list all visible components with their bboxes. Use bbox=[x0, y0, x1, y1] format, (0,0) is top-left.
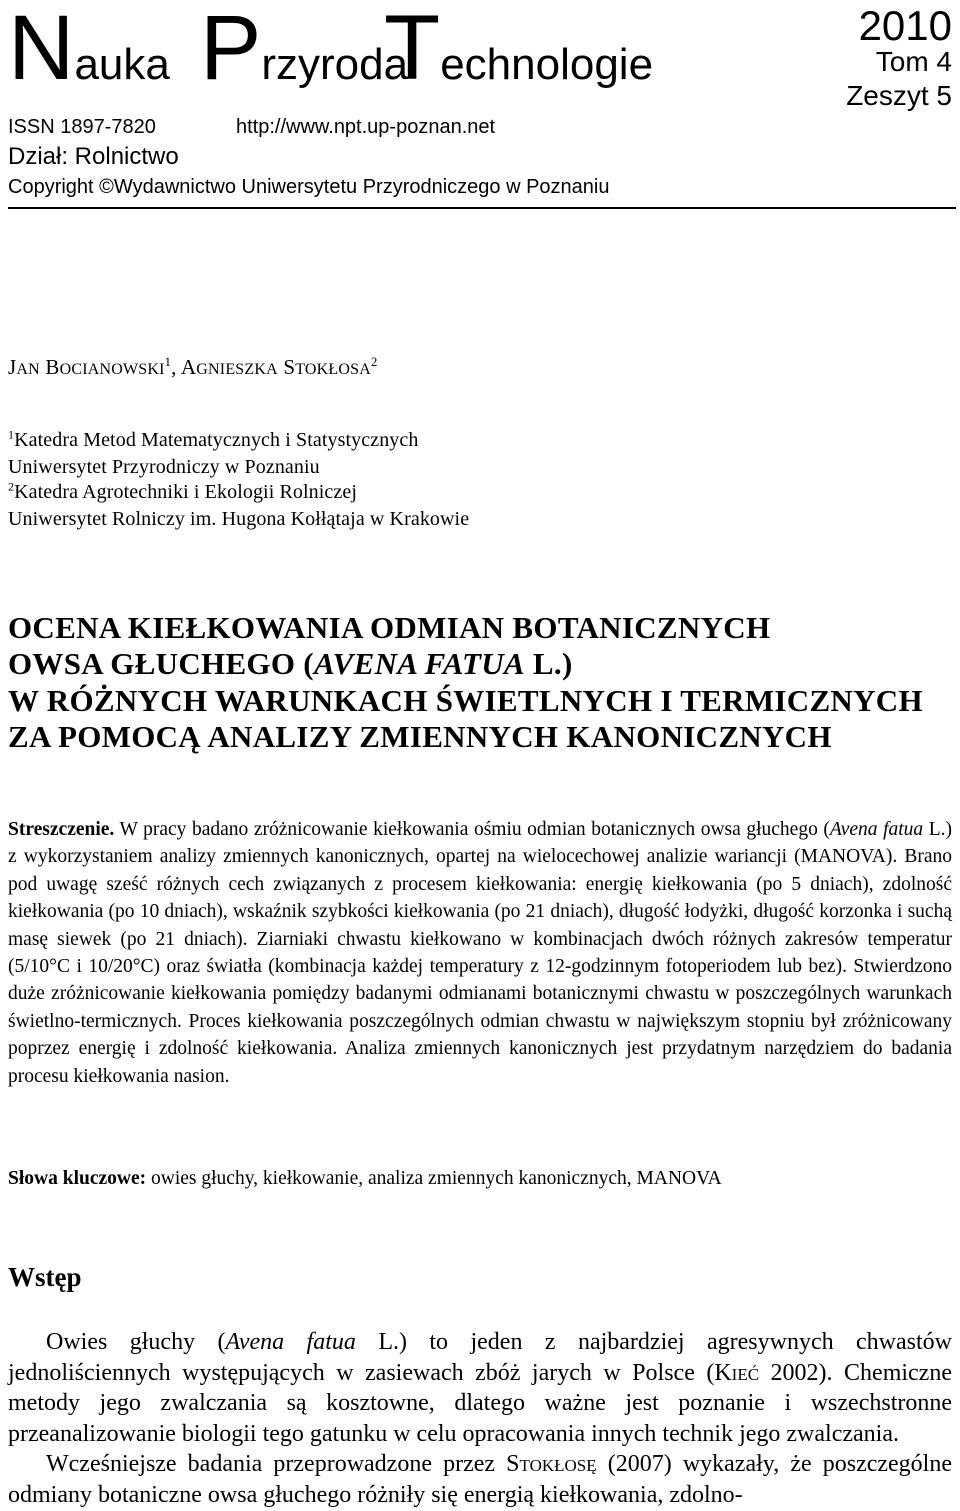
authors-line bbox=[8, 355, 378, 380]
copyright-line: Copyright ©Wydawnictwo Uniwersytetu Przyrodniczego w Poznaniu bbox=[8, 176, 610, 198]
journal-title-word-technologie: Technologie bbox=[384, 0, 654, 99]
article-title-line-4: ZA POMOCĄ ANALIZY ZMIENNYCH KANONICZNYCH bbox=[8, 719, 832, 754]
affiliation-2-univ: Uniwersytet Rolniczy im. Hugona Kołłątaja w Krakowie bbox=[8, 508, 470, 530]
keywords-label: Słowa kluczowe: bbox=[8, 1168, 147, 1189]
affiliation-1-univ: Uniwersytet Przyrodniczy w Poznaniu bbox=[8, 456, 320, 478]
issn: ISSN 1897-7820 bbox=[8, 116, 156, 138]
journal-url[interactable]: http://www.npt.up-poznan.net bbox=[236, 116, 496, 138]
journal-volume: Tom 4 bbox=[875, 46, 952, 77]
abstract: Streszczenie. W pracy badano zróżnicowanie kiełkowania ośmiu odmian botanicznych owsa głuchego (Avena fatua L.) z wykorzystaniem analizy zmiennych kanonicznych, opartej na wielocechowej analizie wariancji (MANOVA). Brano pod uwagę sześć różnych cech związanych z procesem kiełkowania: energię kiełkowania (po 5 dniach), zdolność kiełkowania (po 10 dniach), wskaźnik szybkości kiełkowania (po 21 dniach), długość łodyżki, długość korzonka i suchą masę siewek (po 21 dniach). Ziarniaki chwastu kiełkowano w kombinacjach dwóch różnych zakresów temperatur (5/10°C i 10/20°C) oraz światła (kombinacja każdej temperatury z 12-godzinnym fotoperiodem lub bez). Stwierdzono duże zróżnicowanie kiełkowania pomiędzy badanymi odmianami botanicznymi chwastu w poszczególnych warunkach świetlno-termicznych. Proces kiełkowania poszczególnych odmian chwastu w największym stopniu był zróżnicowany poprzez energię i zdolność kiełkowania. Analiza zmiennych kanonicznych jest przydatnym narzędziem do badania procesu kiełkowania nasion. bbox=[8, 819, 953, 1087]
journal-issue: Zeszyt 5 bbox=[846, 80, 952, 111]
citation-stoklosa: Stokłosę bbox=[506, 1451, 597, 1477]
author-1: JAN BOCIANOWSKI$^1$, bbox=[8, 355, 181, 379]
journal-year: 2010 bbox=[858, 2, 952, 49]
affiliation-2-dept: $^2$Katedra Agrotechniki i Ekologii Rolniczej bbox=[8, 479, 358, 503]
article-title-line-1: OCENA KIEŁKOWANIA ODMIAN BOTANICZNYCH bbox=[8, 610, 771, 645]
keywords: Słowa kluczowe: owies głuchy, kiełkowanie, analiza zmiennych kanonicznych, MANOVA bbox=[8, 1168, 722, 1189]
copyright-icon: © bbox=[99, 176, 114, 198]
affiliation-1-dept: $^1$Katedra Metod Matematycznych i Statystycznych bbox=[8, 427, 419, 451]
journal-title-word-przyroda: Przyroda bbox=[200, 0, 409, 99]
journal-title-word-nauka: Nauka bbox=[8, 0, 170, 99]
intro-paragraph-1: Owies głuchy (Avena fatua L.) to jeden z najbardziej agresywnych chwastów jednoliściennych występujących w zasiewach zbóż jarych w Polsce (Kieć 2002). Chemiczne metody jego zwalczania są kosztowne, dlatego ważne jest poznanie i wszechstronne przeanalizowanie biologii tego gatunku w celu opracowania innych technik jego zwalczania. bbox=[8, 1329, 952, 1447]
intro-body bbox=[8, 1327, 952, 1510]
citation-kiec: Kieć bbox=[714, 1359, 760, 1386]
header-divider bbox=[8, 207, 956, 209]
article-title-line-2: OWSA GŁUCHEGO (AVENA FATUA L.) bbox=[8, 646, 573, 681]
journal-section: Dział: Rolnictwo bbox=[8, 143, 179, 170]
article-title-line-3: W RÓŻNYCH WARUNKACH ŚWIETLNYCH I TERMICZNYCH bbox=[8, 683, 923, 718]
section-heading-intro: Wstęp bbox=[8, 1262, 82, 1292]
intro-paragraph-2: Wcześniejsze badania przeprowadzone przez Stokłosę (2007) wykazały, że poszczególne odmiany botaniczne owsa głuchego różniły się energią kiełkowania, zdolno- bbox=[8, 1451, 952, 1508]
author-2: AGNIESZKA STOKŁOSA$^2$ bbox=[180, 355, 378, 379]
abstract-label: Streszczenie. bbox=[8, 819, 115, 840]
